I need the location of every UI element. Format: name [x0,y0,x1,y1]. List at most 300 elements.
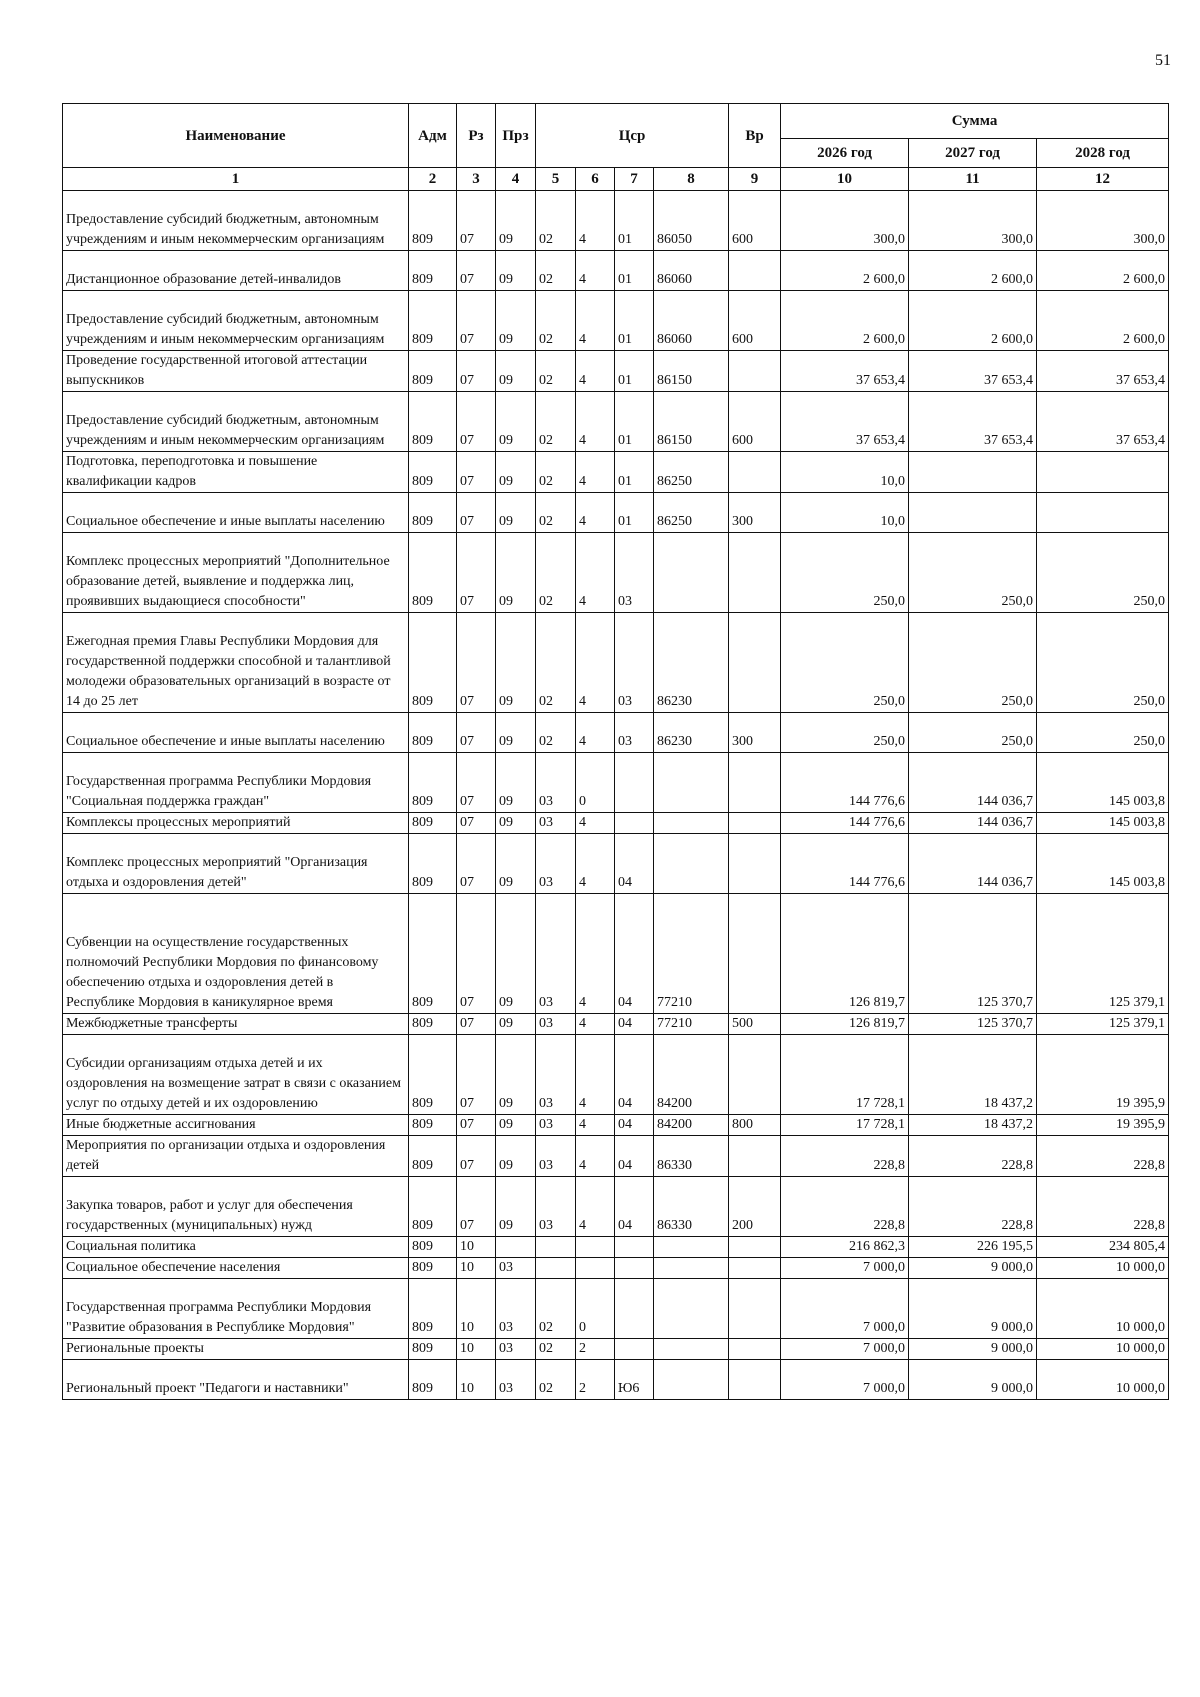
row-csr-group-cell [615,813,654,834]
row-prz-cell: 09 [496,1177,536,1237]
row-vr-cell: 500 [729,1014,781,1035]
row-csr-group-cell: 04 [615,1115,654,1136]
row-prz-cell: 09 [496,392,536,452]
row-sum-2026-cell: 17 728,1 [781,1115,909,1136]
row-sum-2027-cell: 300,0 [909,191,1037,251]
row-prz-cell [496,1237,536,1258]
row-csr-direction-cell: 77210 [654,1014,729,1035]
row-sum-2027-cell: 250,0 [909,533,1037,613]
row-prz-cell: 09 [496,251,536,291]
row-csr-type-cell: 0 [576,1279,615,1339]
row-csr-type-cell: 2 [576,1339,615,1360]
row-prz-cell: 09 [496,713,536,753]
row-adm-cell: 809 [409,1339,457,1360]
row-sum-2026-cell: 7 000,0 [781,1360,909,1400]
row-rz-cell: 07 [457,452,496,493]
row-rz-cell: 07 [457,1136,496,1177]
row-sum-2027-cell: 9 000,0 [909,1279,1037,1339]
row-csr-group-cell: 01 [615,351,654,392]
row-csr-direction-cell: 86250 [654,493,729,533]
table-row [63,452,1169,493]
table-row [63,1237,1169,1258]
row-csr-group-cell: 04 [615,1136,654,1177]
table-row [63,1136,1169,1177]
row-vr-cell: 600 [729,191,781,251]
row-csr-type-cell: 4 [576,1035,615,1115]
row-vr-cell: 600 [729,291,781,351]
header-sum: Сумма [781,104,1169,139]
row-sum-2027-cell: 144 036,7 [909,834,1037,894]
row-name-cell: Государственная программа Республики Мордовия "Социальная поддержка граждан" [63,753,409,813]
row-csr-program-cell: 02 [536,613,576,713]
table-row [63,1115,1169,1136]
row-csr-direction-cell: 86150 [654,351,729,392]
row-sum-2026-cell: 10,0 [781,452,909,493]
row-prz-cell: 09 [496,834,536,894]
row-name-cell: Межбюджетные трансферты [63,1014,409,1035]
row-csr-direction-cell: 86330 [654,1177,729,1237]
column-number: 7 [615,168,654,191]
row-name-cell: Социальная политика [63,1237,409,1258]
row-csr-direction-cell: 86150 [654,392,729,452]
row-csr-program-cell: 02 [536,1360,576,1400]
header-rz: Рз [457,104,496,168]
row-csr-type-cell [576,1237,615,1258]
row-csr-program-cell: 02 [536,191,576,251]
row-sum-2026-cell: 37 653,4 [781,351,909,392]
row-vr-cell: 600 [729,392,781,452]
row-csr-type-cell: 4 [576,834,615,894]
header-vr: Вр [729,104,781,168]
row-sum-2026-cell: 228,8 [781,1177,909,1237]
row-csr-group-cell: 04 [615,1177,654,1237]
row-csr-group-cell [615,1279,654,1339]
row-name-cell: Предоставление субсидий бюджетным, автономным учреждениям и иным некоммерческим организациям [63,392,409,452]
row-rz-cell: 07 [457,894,496,1014]
row-vr-cell [729,613,781,713]
row-prz-cell: 03 [496,1339,536,1360]
row-csr-program-cell: 03 [536,894,576,1014]
header-csr: Цср [536,104,729,168]
row-sum-2028-cell: 19 395,9 [1037,1035,1169,1115]
table-row [63,1360,1169,1400]
row-csr-program-cell: 02 [536,351,576,392]
row-sum-2028-cell: 145 003,8 [1037,753,1169,813]
row-vr-cell [729,1360,781,1400]
row-sum-2028-cell: 125 379,1 [1037,1014,1169,1035]
column-number: 6 [576,168,615,191]
row-csr-direction-cell [654,1339,729,1360]
row-name-cell: Государственная программа Республики Мордовия "Развитие образования в Республике Мордовия" [63,1279,409,1339]
row-rz-cell: 07 [457,1115,496,1136]
row-csr-direction-cell: 86330 [654,1136,729,1177]
row-prz-cell: 09 [496,753,536,813]
row-prz-cell: 09 [496,191,536,251]
row-name-cell: Комплексы процессных мероприятий [63,813,409,834]
row-sum-2027-cell: 250,0 [909,713,1037,753]
row-adm-cell: 809 [409,1035,457,1115]
row-sum-2028-cell: 10 000,0 [1037,1360,1169,1400]
row-sum-2026-cell: 144 776,6 [781,753,909,813]
row-sum-2026-cell: 7 000,0 [781,1258,909,1279]
row-rz-cell: 07 [457,1177,496,1237]
row-csr-direction-cell: 77210 [654,894,729,1014]
row-adm-cell: 809 [409,1279,457,1339]
row-sum-2028-cell: 228,8 [1037,1177,1169,1237]
table-row [63,1035,1169,1115]
row-rz-cell: 10 [457,1360,496,1400]
row-csr-direction-cell: 86230 [654,713,729,753]
row-csr-type-cell: 4 [576,251,615,291]
table-row [63,713,1169,753]
row-csr-program-cell: 03 [536,834,576,894]
row-csr-program-cell: 03 [536,813,576,834]
table-row [63,813,1169,834]
column-number: 11 [909,168,1037,191]
row-name-cell: Субвенции на осуществление государственных полномочий Республики Мордовия по финансовому обеспечению отдыха и оздоровления детей в Республике Мордовия в каникулярное время [63,894,409,1014]
row-csr-direction-cell: 86050 [654,191,729,251]
row-name-cell: Предоставление субсидий бюджетным, автономным учреждениям и иным некоммерческим организациям [63,191,409,251]
header-year-2026: 2026 год [781,139,909,168]
row-csr-direction-cell [654,1279,729,1339]
row-prz-cell: 09 [496,493,536,533]
row-rz-cell: 10 [457,1279,496,1339]
row-adm-cell: 809 [409,291,457,351]
row-sum-2027-cell: 18 437,2 [909,1115,1037,1136]
row-csr-program-cell: 02 [536,493,576,533]
row-rz-cell: 07 [457,392,496,452]
row-sum-2026-cell: 144 776,6 [781,813,909,834]
row-sum-2026-cell: 7 000,0 [781,1339,909,1360]
table-row [63,493,1169,533]
column-number: 2 [409,168,457,191]
budget-table [62,103,1169,1400]
row-sum-2026-cell: 2 600,0 [781,291,909,351]
table-row [63,1014,1169,1035]
row-name-cell: Мероприятия по организации отдыха и оздоровления детей [63,1136,409,1177]
row-csr-direction-cell [654,1237,729,1258]
row-vr-cell [729,894,781,1014]
column-number: 3 [457,168,496,191]
row-csr-type-cell: 4 [576,1136,615,1177]
table-row [63,191,1169,251]
row-adm-cell: 809 [409,1177,457,1237]
row-csr-program-cell: 02 [536,533,576,613]
row-adm-cell: 809 [409,1237,457,1258]
column-number: 5 [536,168,576,191]
header-adm: Адм [409,104,457,168]
row-csr-group-cell: 04 [615,1014,654,1035]
table-row [63,251,1169,291]
header-name: Наименование [63,104,409,168]
table-row [63,351,1169,392]
row-csr-direction-cell: 86250 [654,452,729,493]
table-row [63,392,1169,452]
row-name-cell: Ежегодная премия Главы Республики Мордовия для государственной поддержки способной и талантливой молодежи образовательных организаций в возрасте от 14 до 25 лет [63,613,409,713]
row-sum-2026-cell: 2 600,0 [781,251,909,291]
row-csr-direction-cell [654,1258,729,1279]
row-rz-cell: 10 [457,1237,496,1258]
row-rz-cell: 07 [457,1035,496,1115]
row-csr-group-cell [615,1339,654,1360]
row-vr-cell [729,251,781,291]
row-name-cell: Комплекс процессных мероприятий "Дополнительное образование детей, выявление и поддержка лиц, проявивших выдающиеся способности" [63,533,409,613]
row-csr-type-cell: 4 [576,392,615,452]
row-sum-2026-cell: 216 862,3 [781,1237,909,1258]
row-csr-type-cell: 4 [576,813,615,834]
row-sum-2027-cell: 9 000,0 [909,1339,1037,1360]
row-prz-cell: 09 [496,813,536,834]
row-sum-2026-cell: 126 819,7 [781,894,909,1014]
row-csr-direction-cell [654,813,729,834]
row-sum-2028-cell: 250,0 [1037,613,1169,713]
row-rz-cell: 07 [457,351,496,392]
row-csr-program-cell: 02 [536,452,576,493]
table-row [63,1177,1169,1237]
row-csr-program-cell [536,1258,576,1279]
row-sum-2028-cell: 250,0 [1037,533,1169,613]
row-name-cell: Предоставление субсидий бюджетным, автономным учреждениям и иным некоммерческим организациям [63,291,409,351]
row-csr-direction-cell: 84200 [654,1035,729,1115]
row-vr-cell: 200 [729,1177,781,1237]
row-vr-cell: 300 [729,713,781,753]
row-csr-type-cell: 0 [576,753,615,813]
row-csr-group-cell: 01 [615,251,654,291]
row-vr-cell [729,1258,781,1279]
row-adm-cell: 809 [409,753,457,813]
row-prz-cell: 03 [496,1279,536,1339]
row-sum-2028-cell: 10 000,0 [1037,1279,1169,1339]
table-row [63,533,1169,613]
row-name-cell: Субсидии организациям отдыха детей и их оздоровления на возмещение затрат в связи с оказанием услуг по отдыху детей и их оздоровлению [63,1035,409,1115]
row-csr-group-cell: 01 [615,452,654,493]
column-number: 1 [63,168,409,191]
row-adm-cell: 809 [409,191,457,251]
row-csr-group-cell: 03 [615,533,654,613]
row-sum-2027-cell: 228,8 [909,1177,1037,1237]
row-sum-2026-cell: 250,0 [781,533,909,613]
row-adm-cell: 809 [409,894,457,1014]
row-csr-type-cell: 4 [576,713,615,753]
row-csr-direction-cell: 86060 [654,291,729,351]
row-sum-2026-cell: 37 653,4 [781,392,909,452]
row-csr-group-cell: 04 [615,1035,654,1115]
table-row [63,291,1169,351]
row-sum-2028-cell: 145 003,8 [1037,834,1169,894]
row-csr-group-cell [615,1237,654,1258]
row-csr-program-cell [536,1237,576,1258]
row-sum-2028-cell [1037,493,1169,533]
row-csr-type-cell: 4 [576,1115,615,1136]
row-prz-cell: 09 [496,613,536,713]
row-csr-type-cell: 4 [576,613,615,713]
table-body [63,191,1169,1400]
row-csr-type-cell: 4 [576,452,615,493]
row-csr-group-cell: 01 [615,392,654,452]
row-sum-2028-cell: 145 003,8 [1037,813,1169,834]
row-csr-type-cell: 4 [576,1014,615,1035]
row-sum-2028-cell: 10 000,0 [1037,1339,1169,1360]
row-rz-cell: 07 [457,1014,496,1035]
row-sum-2027-cell [909,452,1037,493]
row-csr-program-cell: 02 [536,713,576,753]
column-number: 4 [496,168,536,191]
table-row [63,1339,1169,1360]
row-sum-2027-cell: 144 036,7 [909,753,1037,813]
row-sum-2026-cell: 126 819,7 [781,1014,909,1035]
row-prz-cell: 09 [496,1115,536,1136]
row-sum-2028-cell: 125 379,1 [1037,894,1169,1014]
row-prz-cell: 09 [496,533,536,613]
row-csr-type-cell: 4 [576,894,615,1014]
row-csr-group-cell: 03 [615,613,654,713]
row-prz-cell: 09 [496,452,536,493]
row-adm-cell: 809 [409,834,457,894]
row-sum-2026-cell: 7 000,0 [781,1279,909,1339]
row-name-cell: Дистанционное образование детей-инвалидов [63,251,409,291]
row-prz-cell: 09 [496,351,536,392]
row-rz-cell: 07 [457,713,496,753]
row-csr-direction-cell [654,834,729,894]
row-prz-cell: 03 [496,1258,536,1279]
row-csr-type-cell: 4 [576,493,615,533]
row-rz-cell: 10 [457,1339,496,1360]
row-csr-program-cell: 02 [536,392,576,452]
row-adm-cell: 809 [409,813,457,834]
row-vr-cell [729,813,781,834]
table-row [63,753,1169,813]
row-sum-2027-cell: 125 370,7 [909,894,1037,1014]
row-csr-group-cell [615,1258,654,1279]
row-csr-type-cell: 4 [576,351,615,392]
row-csr-group-cell: Ю6 [615,1360,654,1400]
row-sum-2028-cell: 250,0 [1037,713,1169,753]
row-adm-cell: 809 [409,493,457,533]
row-sum-2028-cell: 228,8 [1037,1136,1169,1177]
row-sum-2027-cell: 125 370,7 [909,1014,1037,1035]
column-number: 9 [729,168,781,191]
row-csr-program-cell: 03 [536,1035,576,1115]
row-csr-type-cell [576,1258,615,1279]
column-number: 10 [781,168,909,191]
row-prz-cell: 09 [496,291,536,351]
table-row [63,894,1169,1014]
row-csr-group-cell: 03 [615,713,654,753]
row-adm-cell: 809 [409,1258,457,1279]
table-row [63,613,1169,713]
row-prz-cell: 09 [496,1136,536,1177]
row-sum-2026-cell: 228,8 [781,1136,909,1177]
row-sum-2027-cell: 250,0 [909,613,1037,713]
row-name-cell: Региональный проект "Педагоги и наставники" [63,1360,409,1400]
row-csr-group-cell: 04 [615,894,654,1014]
row-vr-cell [729,452,781,493]
row-adm-cell: 809 [409,1136,457,1177]
row-adm-cell: 809 [409,1360,457,1400]
row-csr-program-cell: 02 [536,291,576,351]
column-number: 12 [1037,168,1169,191]
row-csr-direction-cell [654,1360,729,1400]
row-name-cell: Подготовка, переподготовка и повышение квалификации кадров [63,452,409,493]
row-vr-cell: 300 [729,493,781,533]
row-prz-cell: 03 [496,1360,536,1400]
page-number: 51 [1155,52,1171,69]
column-number: 8 [654,168,729,191]
row-name-cell: Социальное обеспечение и иные выплаты населению [63,713,409,753]
row-sum-2028-cell: 19 395,9 [1037,1115,1169,1136]
row-csr-program-cell: 02 [536,1339,576,1360]
row-csr-direction-cell: 86230 [654,613,729,713]
header-year-2028: 2028 год [1037,139,1169,168]
row-sum-2027-cell: 37 653,4 [909,392,1037,452]
row-vr-cell [729,1279,781,1339]
row-adm-cell: 809 [409,251,457,291]
row-sum-2026-cell: 300,0 [781,191,909,251]
row-csr-group-cell: 01 [615,291,654,351]
row-csr-direction-cell: 84200 [654,1115,729,1136]
row-name-cell: Региональные проекты [63,1339,409,1360]
row-vr-cell [729,1136,781,1177]
row-sum-2026-cell: 10,0 [781,493,909,533]
row-csr-direction-cell [654,753,729,813]
row-sum-2026-cell: 250,0 [781,713,909,753]
row-vr-cell [729,1237,781,1258]
row-prz-cell: 09 [496,1014,536,1035]
row-sum-2027-cell: 144 036,7 [909,813,1037,834]
row-csr-group-cell: 01 [615,493,654,533]
row-sum-2028-cell: 37 653,4 [1037,351,1169,392]
row-adm-cell: 809 [409,351,457,392]
row-prz-cell: 09 [496,1035,536,1115]
row-adm-cell: 809 [409,452,457,493]
row-csr-group-cell [615,753,654,813]
row-sum-2027-cell: 18 437,2 [909,1035,1037,1115]
row-csr-direction-cell: 86060 [654,251,729,291]
row-sum-2027-cell: 9 000,0 [909,1360,1037,1400]
row-name-cell: Проведение государственной итоговой аттестации выпускников [63,351,409,392]
row-sum-2027-cell: 9 000,0 [909,1258,1037,1279]
row-sum-2027-cell: 228,8 [909,1136,1037,1177]
row-vr-cell [729,1339,781,1360]
row-adm-cell: 809 [409,1014,457,1035]
row-csr-type-cell: 4 [576,291,615,351]
row-csr-type-cell: 4 [576,533,615,613]
row-sum-2027-cell: 37 653,4 [909,351,1037,392]
row-csr-group-cell: 01 [615,191,654,251]
row-sum-2027-cell: 2 600,0 [909,251,1037,291]
row-adm-cell: 809 [409,392,457,452]
row-sum-2026-cell: 17 728,1 [781,1035,909,1115]
table-row [63,834,1169,894]
row-sum-2028-cell: 300,0 [1037,191,1169,251]
table-row [63,1279,1169,1339]
row-csr-program-cell: 02 [536,1279,576,1339]
row-sum-2028-cell: 2 600,0 [1037,291,1169,351]
header-year-2027: 2027 год [909,139,1037,168]
row-csr-program-cell: 02 [536,251,576,291]
row-rz-cell: 07 [457,753,496,813]
row-sum-2027-cell: 226 195,5 [909,1237,1037,1258]
row-sum-2028-cell: 2 600,0 [1037,251,1169,291]
row-csr-type-cell: 4 [576,1177,615,1237]
row-adm-cell: 809 [409,533,457,613]
row-sum-2027-cell [909,493,1037,533]
row-csr-direction-cell [654,533,729,613]
row-rz-cell: 07 [457,533,496,613]
row-rz-cell: 07 [457,834,496,894]
row-csr-program-cell: 03 [536,1177,576,1237]
row-adm-cell: 809 [409,613,457,713]
